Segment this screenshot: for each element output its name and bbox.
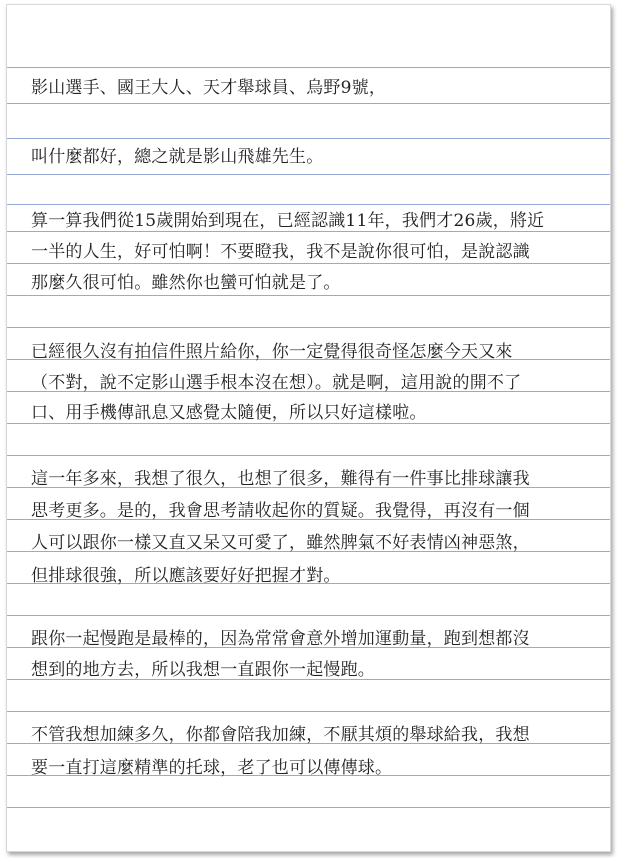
letter-line: 要一直打這麼精準的托球，老了也可以傳傳球。 <box>31 758 393 778</box>
ruled-line <box>7 615 610 616</box>
letter-line: 思考更多。是的，我會思考請收起你的質疑。我覺得，再沒有一個 <box>31 501 530 521</box>
ruled-line <box>7 295 610 296</box>
letter-line: 已經很久沒有拍信件照片給你，你一定覺得很奇怪怎麼今天又來 <box>31 342 513 362</box>
letter-line: 影山選手、國王大人、天才舉球員、烏野9號， <box>31 78 387 98</box>
ruled-line <box>7 711 610 712</box>
ruled-line <box>7 204 610 205</box>
letter-line: 叫什麼都好，總之就是影山飛雄先生。 <box>31 147 324 167</box>
ruled-line <box>7 103 610 104</box>
ruled-line <box>7 423 610 424</box>
letter-line: （不對，說不定影山選手根本沒在想）。就是啊，這用說的開不了 <box>31 373 522 393</box>
ruled-line <box>7 174 610 175</box>
ruled-line <box>7 807 610 808</box>
letter-line: 那麼久很可怕。雖然你也蠻可怕就是了。 <box>31 273 341 293</box>
letter-line: 算一算我們從15歲開始到現在，已經認識11年，我們才26歲，將近 <box>31 211 545 231</box>
letter-line: 這一年多來，我想了很久，也想了很多，難得有一件事比排球讓我 <box>31 469 530 489</box>
letter-line: 一半的人生，好可怕啊！不要瞪我，我不是說你很可怕，是說認識 <box>31 242 530 262</box>
letter-paper <box>6 4 611 852</box>
letter-line: 跟你一起慢跑是最棒的，因為常常會意外增加運動量，跑到想都沒 <box>31 629 530 649</box>
letter-line: 但排球很強，所以應該要好好把握才對。 <box>31 566 341 586</box>
ruled-line <box>7 231 610 232</box>
ruled-line <box>7 263 610 264</box>
top-margin-rule <box>7 67 610 68</box>
letter-line: 口、用手機傳訊息又感覺太隨便，所以只好這樣啦。 <box>31 403 427 423</box>
ruled-line <box>7 327 610 328</box>
letter-line: 不管我想加練多久，你都會陪我加練，不厭其煩的舉球給我，我想 <box>31 725 530 745</box>
ruled-line <box>7 138 610 139</box>
ruled-line <box>7 455 610 456</box>
letter-line: 人可以跟你一樣又直又呆又可愛了，雖然脾氣不好表情凶神惡煞， <box>31 533 530 553</box>
letter-line: 想到的地方去，所以我想一直跟你一起慢跑。 <box>31 660 375 680</box>
